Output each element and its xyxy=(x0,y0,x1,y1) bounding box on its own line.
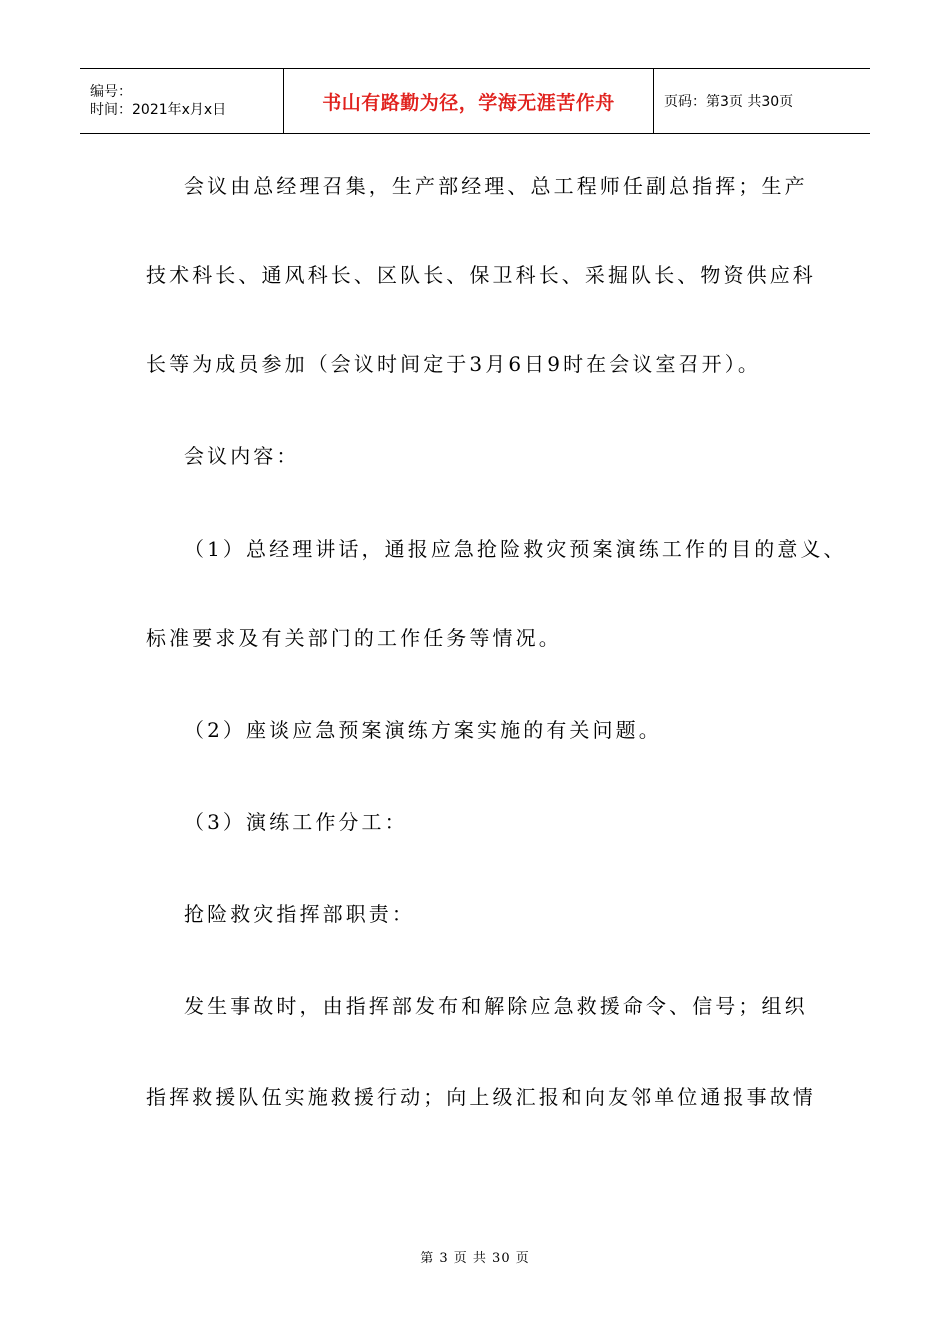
body-line-2: 技术科长、通风科长、区队长、保卫科长、采掘队长、物资供应科 xyxy=(146,263,816,287)
page-footer: 第 3 页 共 30 页 xyxy=(420,1251,530,1266)
body-line-1: 会议由总经理召集，生产部经理、总工程师任副总指挥；生产 xyxy=(184,174,808,198)
header-motto: 书山有路勤为径，学海无涯苦作舟 xyxy=(322,91,615,114)
body-line-6: 标准要求及有关部门的工作任务等情况。 xyxy=(146,626,562,650)
document-number-label: 编号： xyxy=(90,84,132,100)
header-motto-cell xyxy=(284,69,654,133)
body-line-10: 发生事故时，由指挥部发布和解除应急救援命令、信号；组织 xyxy=(184,994,808,1018)
body-line-8: （3）演练工作分工： xyxy=(184,810,408,834)
header-page-cell xyxy=(654,69,870,133)
body-line-9: 抢险救灾指挥部职责： xyxy=(184,902,415,926)
body-line-11: 指挥救援队伍实施救援行动；向上级汇报和向友邻单位通报事故情 xyxy=(146,1085,816,1109)
header-page-number: 页码：第3页 共30页 xyxy=(664,94,794,110)
body-line-4: 会议内容： xyxy=(184,444,300,468)
body-line-5: （1）总经理讲话，通报应急抢险救灾预案演练工作的目的意义、 xyxy=(184,537,847,561)
body-line-3: 长等为成员参加（会议时间定于3月6日9时在会议室召开）。 xyxy=(146,352,761,376)
body-line-7: （2）座谈应急预案演练方案实施的有关问题。 xyxy=(184,718,662,742)
document-date-label: 时间：2021年x月x日 xyxy=(90,102,227,118)
header-meta xyxy=(80,69,284,133)
page-header xyxy=(80,68,870,134)
